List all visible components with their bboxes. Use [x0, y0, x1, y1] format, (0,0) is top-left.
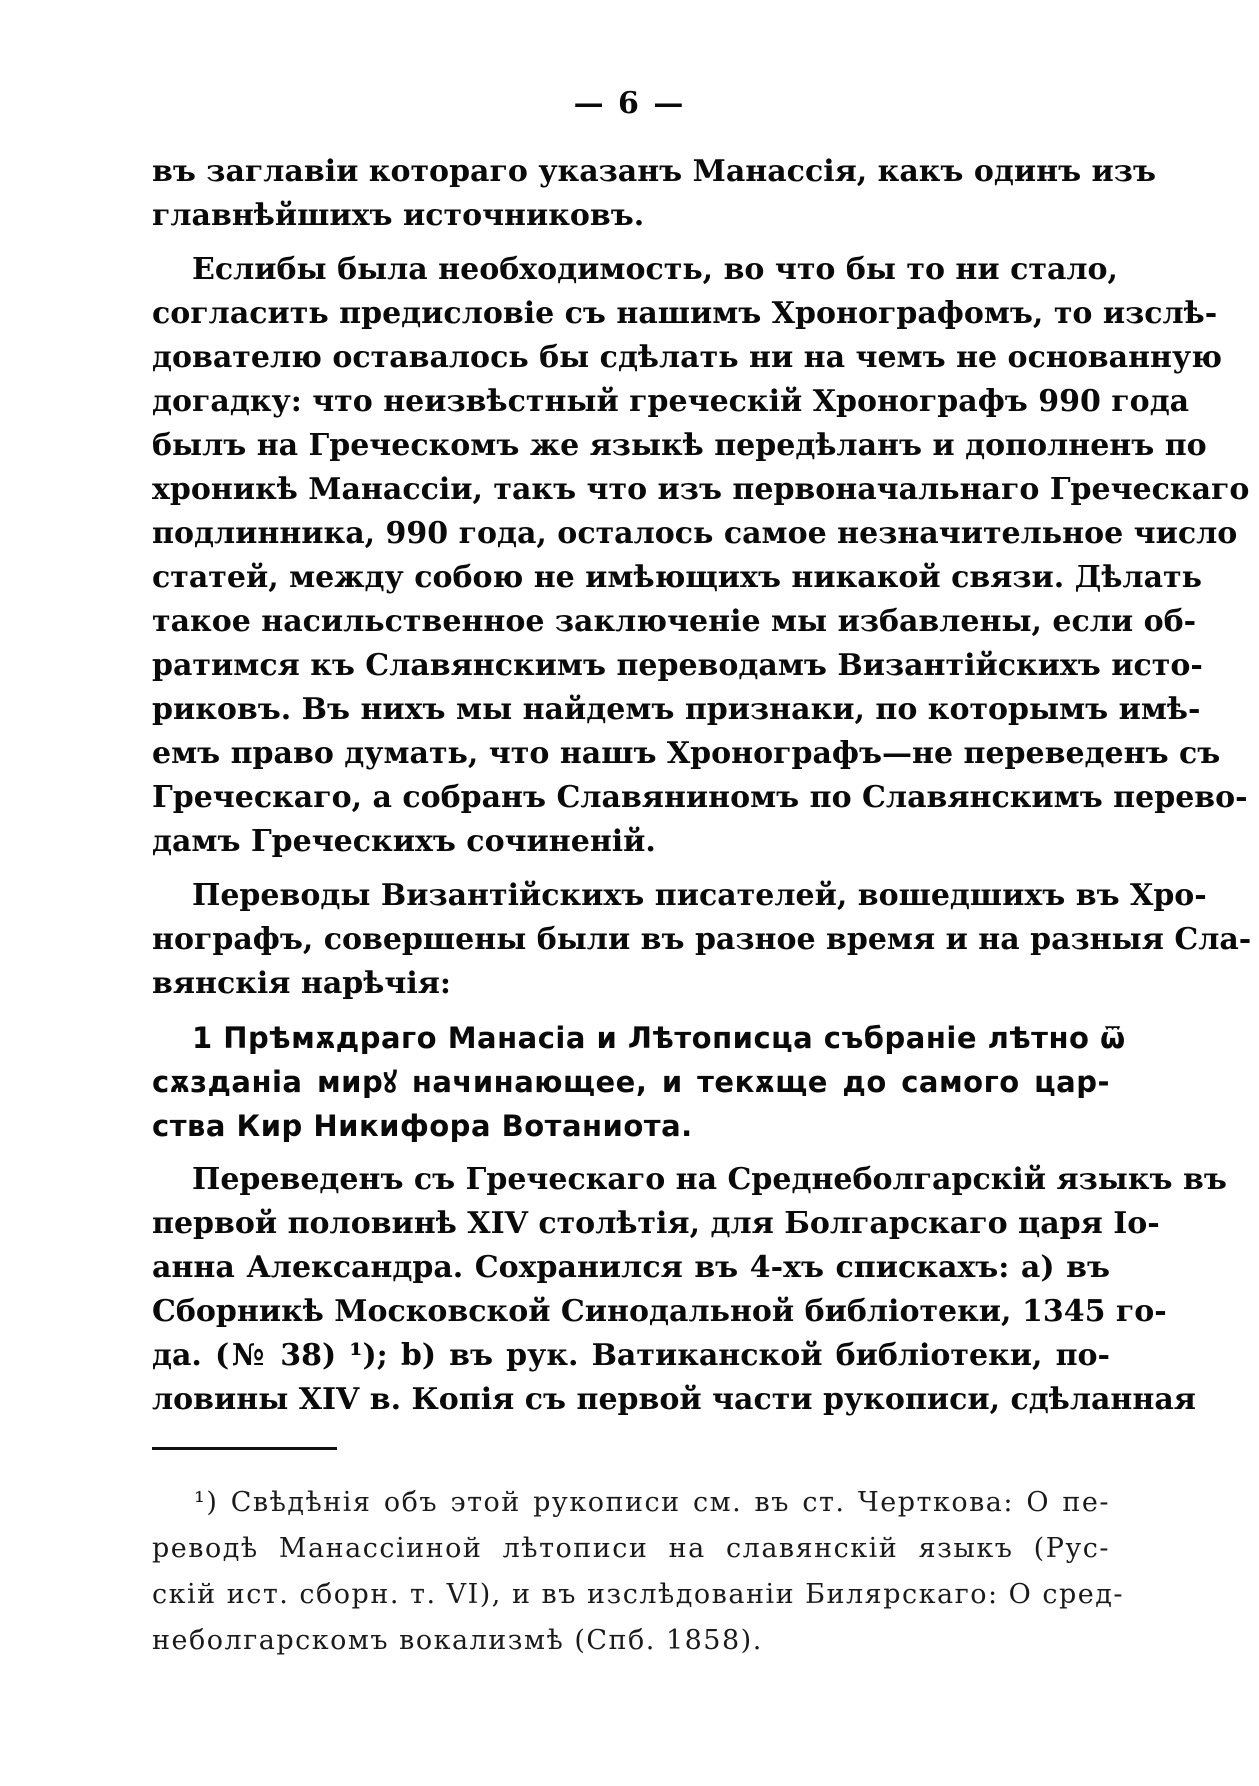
text-line: емъ право думать, что нашъ Хронографъ—не переведенъ съ — [152, 736, 1221, 771]
text-line: вянскія нарѣчія: — [152, 966, 451, 1001]
text-line: Переводы Византійскихъ писателей, вошедшихъ въ Хро- — [192, 878, 1207, 913]
text-line: подлинника, 990 года, осталось самое незначительное число — [152, 516, 1238, 551]
text-line: Еслибы была необходимость, во что бы то ни стало, — [192, 252, 1118, 287]
footnote — [152, 1480, 1125, 1664]
text-line: догадку: что неизвѣстный греческій Хронографъ 990 года — [152, 384, 1190, 419]
footnote-line: реводѣ Манассіиной лѣтописи на славянскій языкъ (Рус- — [152, 1533, 1110, 1564]
paragraph — [152, 874, 1252, 1006]
text-line: былъ на Греческомъ же языкѣ передѣланъ и дополненъ по — [152, 428, 1207, 463]
text-line: дамъ Греческихъ сочиненій. — [152, 824, 656, 859]
paragraph — [152, 150, 1156, 238]
text-line: дователю оставалось бы сдѣлать ни на чемъ не основанную — [152, 340, 1222, 375]
paragraph — [152, 1158, 1227, 1422]
text-line: главнѣйшихъ источниковъ. — [152, 198, 645, 233]
old-slavonic-title — [152, 1016, 1126, 1148]
text-line: ловины XIV в. Копія съ первой части рукописи, сдѣланная — [152, 1382, 1196, 1417]
text-line: риковъ. Въ нихъ мы найдемъ признаки, по которымъ имѣ- — [152, 692, 1201, 727]
text-line: 1 Прѣмѫдраго Манасіа и Лѣтописца събраніе лѣтно ѿ — [192, 1021, 1126, 1055]
footnote-line: скій ист. сборн. т. VI), и въ изслѣдованіи Билярскаго: О сред- — [152, 1579, 1125, 1610]
text-line: ратимся къ Славянскимъ переводамъ Византійскихъ исто- — [152, 648, 1203, 683]
footnote-line: ¹) Свѣдѣнія объ этой рукописи см. въ ст. Черткова: О пе- — [194, 1487, 1110, 1518]
text-line: Греческаго, а собранъ Славяниномъ по Славянскимъ перево- — [152, 780, 1248, 815]
text-line: да. (№ 38) ¹); b) въ рук. Ватиканской библіотеки, по- — [152, 1338, 1110, 1373]
text-line: такое насильственное заключеніе мы избавлены, если об- — [152, 604, 1197, 639]
text-line: согласить предисловіе съ нашимъ Хронографомъ, то изслѣ- — [152, 296, 1218, 331]
text-line: Переведенъ съ Греческаго на Среднеболгарскій языкъ въ — [192, 1162, 1227, 1197]
footnote-divider — [152, 1447, 337, 1450]
text-line: сѫзданіа мирꙋ начинающее, и текѫще до самого цар- — [152, 1065, 1110, 1099]
text-line: хроникѣ Манассіи, такъ что изъ первоначальнаго Греческаго — [152, 472, 1250, 507]
text-line: первой половинѣ XIV столѣтія, для Болгарскаго царя Іо- — [152, 1206, 1160, 1241]
page-number: — 6 — — [573, 86, 686, 121]
text-line: статей, между собою не имѣющихъ никакой связи. Дѣлать — [152, 560, 1202, 595]
text-line: въ заглавіи котораго указанъ Манассія, какъ одинъ изъ — [152, 154, 1156, 189]
footnote-line: неболгарскомъ вокализмѣ (Спб. 1858). — [152, 1625, 763, 1656]
paragraph — [152, 248, 1250, 864]
text-line: Сборникѣ Московской Синодальной библіотеки, 1345 го- — [152, 1294, 1167, 1329]
body-text — [152, 150, 1252, 1422]
text-line: анна Александра. Сохранился въ 4-хъ спискахъ: а) въ — [152, 1250, 1110, 1285]
text-line: ства Кир Никифора Вотаниота. — [152, 1109, 693, 1143]
text-line: нографъ, совершены были въ разное время и на разныя Сла- — [152, 922, 1252, 957]
